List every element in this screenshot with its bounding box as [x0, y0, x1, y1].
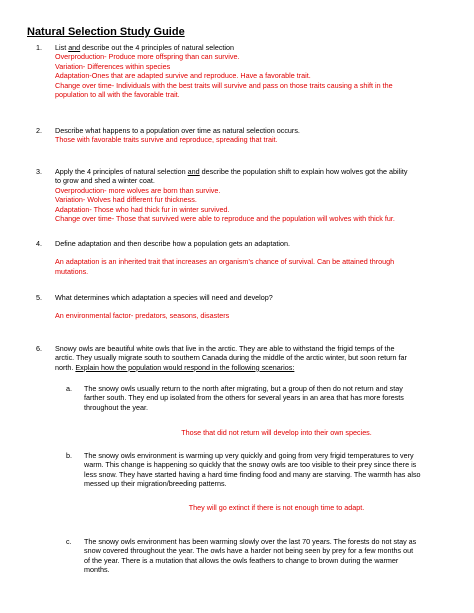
question-5-number: 5.: [36, 293, 42, 302]
question-6-intro-line: Snowy owls are beautiful white owls that live in the arctic. They are able to withstand the frigid temps of the: [55, 344, 395, 353]
question-4-number: 4.: [36, 239, 42, 248]
question-5: [55, 293, 465, 321]
answer-1-line: population to all with the favorable trait.: [55, 90, 180, 100]
question-2: [55, 126, 465, 145]
question-3: [55, 167, 465, 223]
scenario-a: [84, 384, 469, 412]
page-title: Natural Selection Study Guide: [27, 26, 185, 38]
question-1-number: 1.: [36, 43, 42, 52]
question-2-number: 2.: [36, 126, 42, 135]
question-1-text: List and describe out the 4 principles of natural selection: [55, 43, 235, 52]
answer-1-line: Variation- Differences within species: [55, 61, 171, 71]
scenario-b-line: The snowy owls environment is warming up very quickly and going from very frigid temperatures to very: [84, 451, 414, 460]
answer-3-line: Adaptation- Those who had thick fur in winter survived.: [55, 204, 230, 214]
answer-1-line: Change over time- Individuals with the best traits will survive and pass on those traits causing a shift in the: [55, 80, 393, 90]
scenario-c-label: c.: [66, 537, 72, 546]
question-6-intro-line: arctic. They usually migrate south to southern Canada during the middle of the arctic winter, but soon return far: [55, 353, 407, 363]
scenario-a-line: The snowy owls usually return to the north after migrating, but a group of then do not return and stay: [84, 384, 403, 393]
answer-2: Those with favorable traits survive and reproduce, spreading that trait.: [55, 135, 278, 145]
scenario-b-answer: They will go extinct if there is not enough time to adapt.: [188, 503, 365, 512]
answer-3-line: Overproduction- more wolves are born than survive.: [55, 185, 221, 195]
scenario-c-line: The snowy owls environment has been warming slowly over the last 70 years. The forests do not stay as: [84, 537, 417, 546]
question-3-text: Apply the 4 principles of natural selection and describe the population shift to explain how wolves got the ability: [55, 167, 408, 176]
scenario-b: [84, 451, 469, 489]
scenario-a-line: farther south. They end up isolated from the others for several years in an area that has more forests: [84, 393, 404, 403]
question-6-intro-line: north. Explain how the population would respond in the following scenarios:: [55, 362, 295, 372]
answer-4-line: An adaptation is an inherited trait that increases an organism’s chance of survival. Can be attained through: [55, 257, 395, 267]
question-5-text: What determines which adaptation a species will need and develop?: [55, 293, 273, 302]
answer-4-line: mutations.: [55, 266, 89, 276]
question-3-text-cont: to grow and shed a winter coat.: [55, 176, 155, 186]
question-6-intro: [55, 344, 467, 372]
question-4: [55, 239, 465, 276]
scenario-c-line: snow covered throughout the year. The owls have a harder not being seen by prey for a few months out: [84, 546, 414, 556]
scenario-b-line: less snow. They have started having a hard time finding food and many are starving. The warmth has also: [84, 469, 421, 479]
question-6-number: 6.: [36, 344, 42, 353]
question-1: [55, 43, 465, 99]
scenario-a-label: a.: [66, 384, 72, 393]
question-2-text: Describe what happens to a population over time as natural selection occurs.: [55, 126, 300, 135]
answer-3-line: Change over time- Those that survived were able to reproduce and the population will wolves with thick fur.: [55, 214, 395, 224]
scenario-c-line: of the year. There is a mutation that allows the owls feathers to change to brown during the warmer: [84, 555, 399, 565]
answer-1-line: Adaptation-Ones that are adapted survive and reproduce. Have a favorable trait.: [55, 71, 311, 81]
answer-3-line: Variation- Wolves had different fur thickness.: [55, 195, 197, 205]
scenario-b-label: b.: [66, 451, 72, 460]
answer-5: An environmental factor- predators, seasons, disasters: [55, 311, 230, 321]
scenario-a-line: throughout the year.: [84, 402, 148, 412]
scenario-c-line: months.: [84, 565, 110, 575]
scenario-a-answer: Those that did not return will develop into their own species.: [181, 428, 372, 437]
answer-1-line: Overproduction- Produce more offspring than can survive.: [55, 52, 240, 62]
scenario-c: [84, 537, 469, 575]
question-3-number: 3.: [36, 167, 42, 176]
scenario-b-line: messed up their migration/breeding patterns.: [84, 479, 227, 489]
scenario-b-line: warm. This change is happening so quickly that the snowy owls are too visible to their prey since there is: [84, 460, 417, 470]
question-4-text: Define adaptation and then describe how a population gets an adaptation.: [55, 239, 290, 248]
